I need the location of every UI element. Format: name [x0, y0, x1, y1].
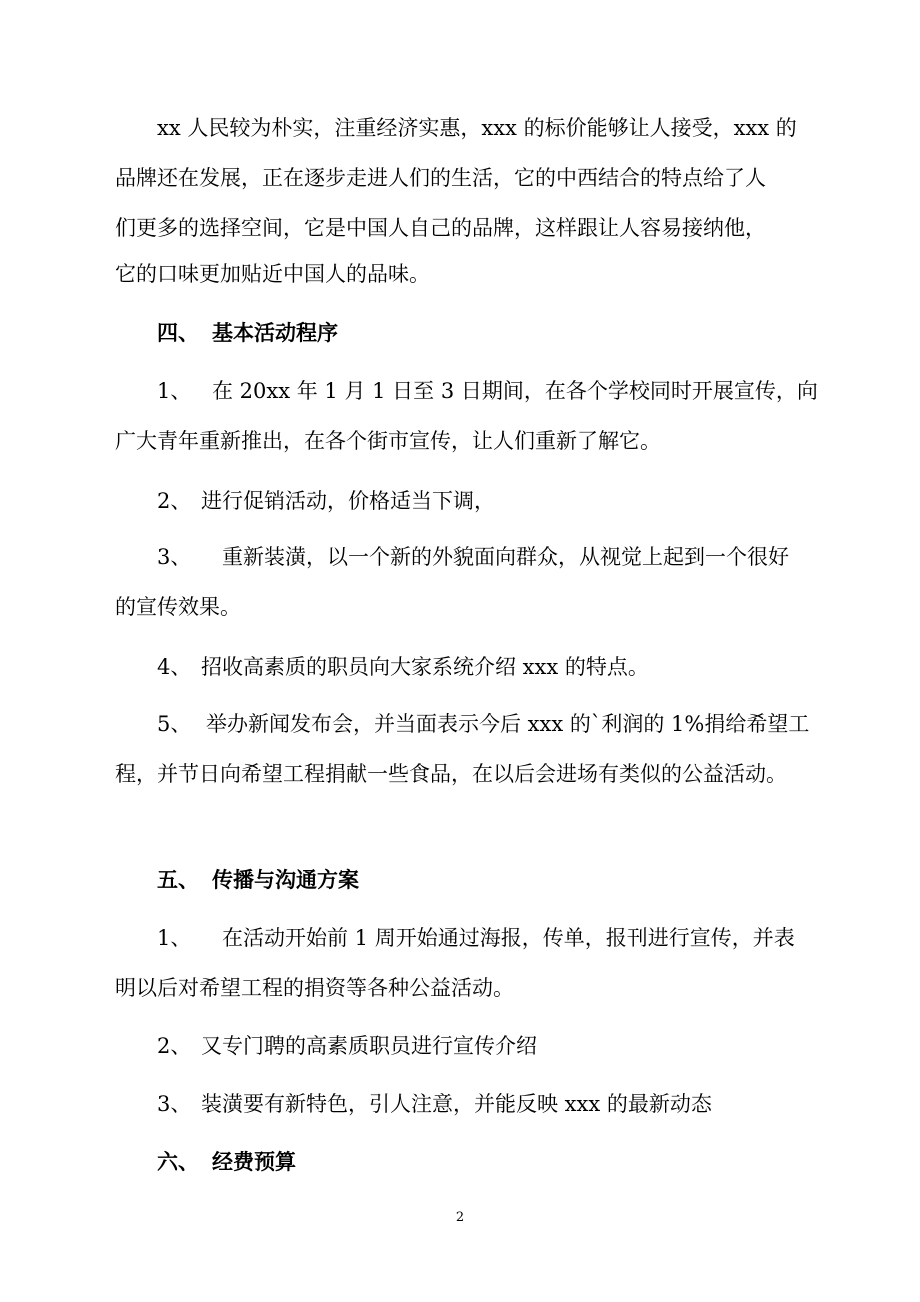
heading-number: 五、: [157, 867, 199, 892]
paragraph-line: [157, 545, 789, 569]
paragraph-line: 的宣传效果。: [115, 595, 241, 619]
item-number: 1、: [157, 926, 192, 950]
heading-title: 传播与沟通方案: [212, 867, 359, 892]
item-text: 在 20xx 年 1 月 1 日至 3 日期间，在各个学校同时开展宣传，向: [212, 379, 818, 403]
paragraph-line: 们更多的选择空间，它是中国人自己的品牌，这样跟让人容易接纳他，: [115, 216, 766, 240]
paragraph-line: [157, 1034, 537, 1058]
heading-number: 六、: [157, 1149, 199, 1174]
item-number: 2、: [157, 489, 192, 513]
item-number: 2、: [157, 1034, 192, 1058]
paragraph-line: [157, 1092, 712, 1116]
item-text: 装潢要有新特色，引人注意，并能反映 xxx 的最新动态: [201, 1092, 712, 1116]
section-heading-6: [157, 1150, 296, 1174]
item-text: 招收高素质的职员向大家系统介绍 xxx 的特点。: [201, 655, 649, 679]
item-text: 举办新闻发布会，并当面表示今后 xxx 的`利润的 1%捐给希望工: [206, 712, 810, 736]
item-number: 5、: [157, 712, 192, 736]
section-heading-4: [157, 321, 338, 345]
heading-title: 基本活动程序: [212, 320, 338, 345]
paragraph-line: xx 人民较为朴实，注重经济实惠，xxx 的标价能够让人接受，xxx 的: [157, 116, 797, 140]
item-text: 重新装潢，以一个新的外貌面向群众，从视觉上起到一个很好: [222, 545, 789, 569]
item-text: 又专门聘的高素质职员进行宣传介绍: [201, 1034, 537, 1058]
paragraph-line: 它的口味更加贴近中国人的品味。: [115, 262, 430, 286]
item-text: 在活动开始前 1 周开始通过海报，传单，报刊进行宣传，并表: [222, 926, 795, 950]
paragraph-line: [157, 655, 649, 679]
paragraph-line: [157, 712, 809, 736]
heading-title: 经费预算: [212, 1149, 296, 1174]
item-text: 进行促销活动，价格适当下调，: [201, 489, 495, 513]
paragraph-line: 品牌还在发展，正在逐步走进人们的生活，它的中西结合的特点给了人: [115, 166, 766, 190]
paragraph-line: [157, 379, 818, 403]
paragraph-line: [157, 489, 495, 513]
item-number: 3、: [157, 1092, 192, 1116]
page-number: 2: [455, 1210, 465, 1225]
item-number: 1、: [157, 379, 192, 403]
section-heading-5: [157, 868, 359, 892]
paragraph-line: [157, 926, 795, 950]
paragraph-line: 程，并节日向希望工程捐献一些食品，在以后会进场有类似的公益活动。: [115, 762, 787, 786]
paragraph-line: 明以后对希望工程的捐资等各种公益活动。: [115, 976, 514, 1000]
item-number: 4、: [157, 655, 192, 679]
item-number: 3、: [157, 545, 192, 569]
paragraph-line: 广大青年重新推出，在各个街市宣传，让人们重新了解它。: [115, 429, 661, 453]
heading-number: 四、: [157, 320, 199, 345]
